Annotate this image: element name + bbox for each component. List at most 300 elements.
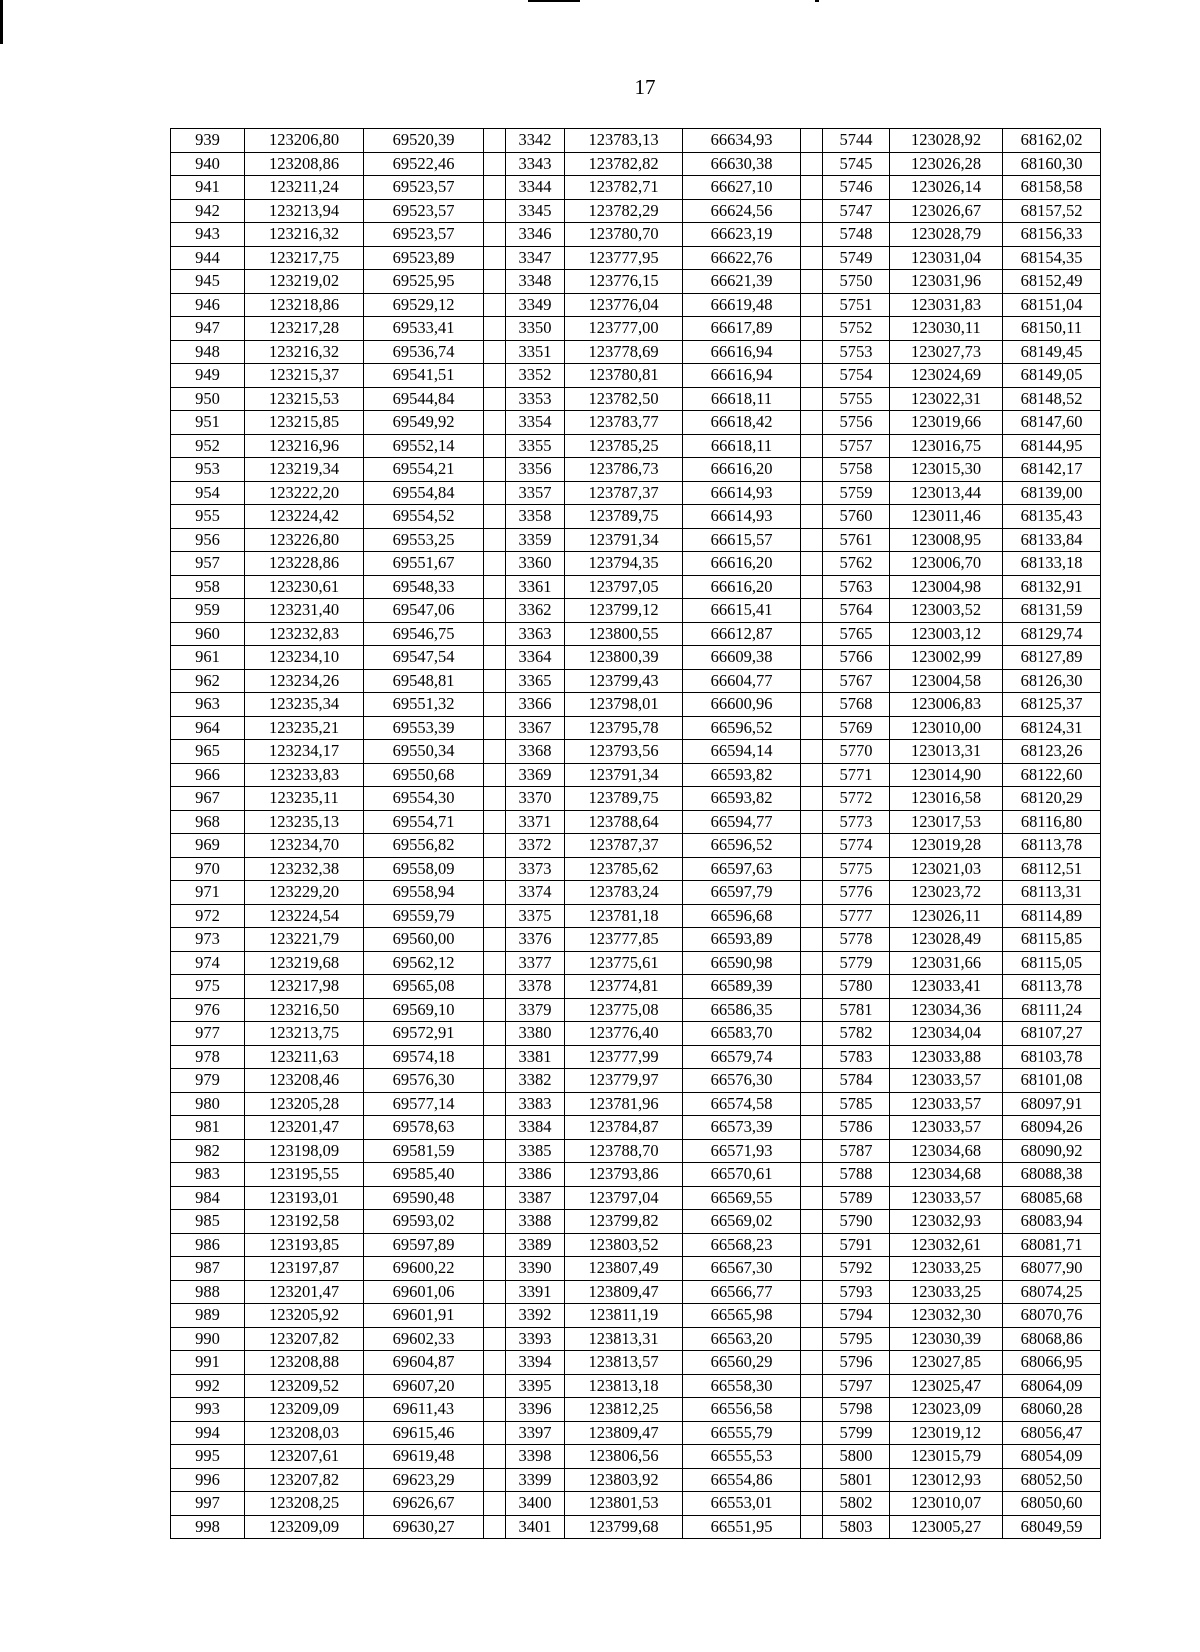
group-3-x-coordinate-cell: 123023,09	[890, 1398, 1003, 1422]
group-1-x-coordinate-cell: 123195,55	[245, 1163, 364, 1187]
group-3-y-coordinate-cell: 68147,60	[1003, 411, 1101, 435]
gap-cell	[801, 270, 823, 294]
gap-cell	[484, 552, 506, 576]
gap-cell	[801, 434, 823, 458]
group-3-y-coordinate-cell: 68122,60	[1003, 763, 1101, 787]
group-2-point-number-cell: 3346	[506, 223, 565, 247]
group-3-x-coordinate-cell: 123030,39	[890, 1327, 1003, 1351]
gap-cell	[801, 505, 823, 529]
group-3-point-number-cell: 5745	[823, 152, 890, 176]
gap-cell	[801, 1163, 823, 1187]
group-1-y-coordinate-cell: 69554,30	[364, 787, 484, 811]
gap-cell	[484, 1351, 506, 1375]
group-2-x-coordinate-cell: 123782,29	[565, 199, 683, 223]
gap-cell	[484, 1163, 506, 1187]
group-1-point-number-cell: 982	[171, 1139, 245, 1163]
coordinates-table-body	[171, 129, 1101, 1539]
group-3-point-number-cell: 5768	[823, 693, 890, 717]
table-row	[171, 1139, 1101, 1163]
group-3-x-coordinate-cell: 123010,00	[890, 716, 1003, 740]
gap-cell	[484, 834, 506, 858]
group-3-x-coordinate-cell: 123026,11	[890, 904, 1003, 928]
group-3-x-coordinate-cell: 123033,25	[890, 1257, 1003, 1281]
group-3-y-coordinate-cell: 68103,78	[1003, 1045, 1101, 1069]
group-3-point-number-cell: 5798	[823, 1398, 890, 1422]
group-3-y-coordinate-cell: 68133,18	[1003, 552, 1101, 576]
group-1-point-number-cell: 966	[171, 763, 245, 787]
group-2-y-coordinate-cell: 66612,87	[683, 622, 801, 646]
group-1-x-coordinate-cell: 123209,52	[245, 1374, 364, 1398]
group-1-x-coordinate-cell: 123234,17	[245, 740, 364, 764]
gap-cell	[484, 599, 506, 623]
group-2-point-number-cell: 3366	[506, 693, 565, 717]
group-1-y-coordinate-cell: 69626,67	[364, 1492, 484, 1516]
group-2-y-coordinate-cell: 66567,30	[683, 1257, 801, 1281]
gap-cell	[484, 1327, 506, 1351]
table-row	[171, 834, 1101, 858]
group-1-x-coordinate-cell: 123216,32	[245, 223, 364, 247]
group-2-x-coordinate-cell: 123777,99	[565, 1045, 683, 1069]
group-1-y-coordinate-cell: 69554,84	[364, 481, 484, 505]
group-1-x-coordinate-cell: 123232,83	[245, 622, 364, 646]
table-row	[171, 176, 1101, 200]
group-3-y-coordinate-cell: 68066,95	[1003, 1351, 1101, 1375]
group-3-point-number-cell: 5793	[823, 1280, 890, 1304]
group-2-x-coordinate-cell: 123787,37	[565, 481, 683, 505]
group-1-point-number-cell: 987	[171, 1257, 245, 1281]
group-1-x-coordinate-cell: 123224,54	[245, 904, 364, 928]
group-1-y-coordinate-cell: 69547,54	[364, 646, 484, 670]
table-row	[171, 646, 1101, 670]
group-2-y-coordinate-cell: 66616,20	[683, 575, 801, 599]
group-2-x-coordinate-cell: 123788,64	[565, 810, 683, 834]
group-3-point-number-cell: 5744	[823, 129, 890, 153]
group-3-y-coordinate-cell: 68116,80	[1003, 810, 1101, 834]
group-1-y-coordinate-cell: 69600,22	[364, 1257, 484, 1281]
group-1-x-coordinate-cell: 123234,70	[245, 834, 364, 858]
table-row	[171, 881, 1101, 905]
group-2-y-coordinate-cell: 66568,23	[683, 1233, 801, 1257]
gap-cell	[801, 1092, 823, 1116]
group-3-y-coordinate-cell: 68074,25	[1003, 1280, 1101, 1304]
group-1-y-coordinate-cell: 69551,67	[364, 552, 484, 576]
group-2-y-coordinate-cell: 66616,20	[683, 458, 801, 482]
group-1-point-number-cell: 973	[171, 928, 245, 952]
group-3-y-coordinate-cell: 68050,60	[1003, 1492, 1101, 1516]
group-2-point-number-cell: 3342	[506, 129, 565, 153]
group-3-y-coordinate-cell: 68126,30	[1003, 669, 1101, 693]
group-3-point-number-cell: 5750	[823, 270, 890, 294]
group-3-x-coordinate-cell: 123031,96	[890, 270, 1003, 294]
group-2-y-coordinate-cell: 66616,20	[683, 552, 801, 576]
gap-cell	[801, 1280, 823, 1304]
group-3-y-coordinate-cell: 68115,85	[1003, 928, 1101, 952]
gap-cell	[484, 1304, 506, 1328]
page-number: 17	[634, 75, 656, 99]
group-1-point-number-cell: 947	[171, 317, 245, 341]
group-1-point-number-cell: 967	[171, 787, 245, 811]
group-1-y-coordinate-cell: 69529,12	[364, 293, 484, 317]
group-1-point-number-cell: 994	[171, 1421, 245, 1445]
group-2-point-number-cell: 3377	[506, 951, 565, 975]
table-row	[171, 129, 1101, 153]
group-3-y-coordinate-cell: 68135,43	[1003, 505, 1101, 529]
group-1-y-coordinate-cell: 69554,71	[364, 810, 484, 834]
gap-cell	[484, 998, 506, 1022]
group-1-y-coordinate-cell: 69601,91	[364, 1304, 484, 1328]
group-1-x-coordinate-cell: 123201,47	[245, 1280, 364, 1304]
group-2-x-coordinate-cell: 123801,53	[565, 1492, 683, 1516]
gap-cell	[801, 1304, 823, 1328]
group-1-y-coordinate-cell: 69607,20	[364, 1374, 484, 1398]
group-1-x-coordinate-cell: 123235,21	[245, 716, 364, 740]
group-2-x-coordinate-cell: 123809,47	[565, 1421, 683, 1445]
group-3-point-number-cell: 5782	[823, 1022, 890, 1046]
group-3-point-number-cell: 5789	[823, 1186, 890, 1210]
group-1-y-coordinate-cell: 69615,46	[364, 1421, 484, 1445]
group-3-point-number-cell: 5780	[823, 975, 890, 999]
group-2-point-number-cell: 3356	[506, 458, 565, 482]
group-2-y-coordinate-cell: 66576,30	[683, 1069, 801, 1093]
gap-cell	[801, 1468, 823, 1492]
group-1-x-coordinate-cell: 123217,75	[245, 246, 364, 270]
gap-cell	[484, 693, 506, 717]
group-1-point-number-cell: 968	[171, 810, 245, 834]
table-row	[171, 928, 1101, 952]
group-2-y-coordinate-cell: 66563,20	[683, 1327, 801, 1351]
group-3-x-coordinate-cell: 123004,58	[890, 669, 1003, 693]
group-2-x-coordinate-cell: 123781,96	[565, 1092, 683, 1116]
gap-cell	[484, 458, 506, 482]
group-3-y-coordinate-cell: 68112,51	[1003, 857, 1101, 881]
gap-cell	[801, 787, 823, 811]
group-2-point-number-cell: 3392	[506, 1304, 565, 1328]
group-3-y-coordinate-cell: 68070,76	[1003, 1304, 1101, 1328]
group-2-point-number-cell: 3359	[506, 528, 565, 552]
group-2-x-coordinate-cell: 123797,04	[565, 1186, 683, 1210]
group-1-x-coordinate-cell: 123211,63	[245, 1045, 364, 1069]
group-1-x-coordinate-cell: 123205,28	[245, 1092, 364, 1116]
gap-cell	[801, 129, 823, 153]
group-1-x-coordinate-cell: 123216,96	[245, 434, 364, 458]
group-2-x-coordinate-cell: 123799,12	[565, 599, 683, 623]
group-1-x-coordinate-cell: 123213,75	[245, 1022, 364, 1046]
group-2-point-number-cell: 3358	[506, 505, 565, 529]
group-1-point-number-cell: 961	[171, 646, 245, 670]
group-3-y-coordinate-cell: 68132,91	[1003, 575, 1101, 599]
group-2-x-coordinate-cell: 123785,62	[565, 857, 683, 881]
group-1-y-coordinate-cell: 69574,18	[364, 1045, 484, 1069]
group-2-point-number-cell: 3400	[506, 1492, 565, 1516]
gap-cell	[801, 575, 823, 599]
group-2-point-number-cell: 3349	[506, 293, 565, 317]
group-2-y-coordinate-cell: 66615,41	[683, 599, 801, 623]
group-1-y-coordinate-cell: 69554,52	[364, 505, 484, 529]
table-row	[171, 1257, 1101, 1281]
group-2-point-number-cell: 3393	[506, 1327, 565, 1351]
group-2-y-coordinate-cell: 66560,29	[683, 1351, 801, 1375]
group-3-x-coordinate-cell: 123034,68	[890, 1139, 1003, 1163]
group-3-y-coordinate-cell: 68152,49	[1003, 270, 1101, 294]
group-2-x-coordinate-cell: 123799,68	[565, 1515, 683, 1539]
group-2-x-coordinate-cell: 123782,71	[565, 176, 683, 200]
gap-cell	[484, 646, 506, 670]
group-1-y-coordinate-cell: 69558,09	[364, 857, 484, 881]
group-2-x-coordinate-cell: 123795,78	[565, 716, 683, 740]
group-3-point-number-cell: 5801	[823, 1468, 890, 1492]
group-3-y-coordinate-cell: 68113,31	[1003, 881, 1101, 905]
group-2-y-coordinate-cell: 66600,96	[683, 693, 801, 717]
group-2-point-number-cell: 3343	[506, 152, 565, 176]
group-2-point-number-cell: 3399	[506, 1468, 565, 1492]
gap-cell	[484, 951, 506, 975]
gap-cell	[801, 1210, 823, 1234]
group-1-x-coordinate-cell: 123217,28	[245, 317, 364, 341]
group-2-point-number-cell: 3383	[506, 1092, 565, 1116]
group-2-x-coordinate-cell: 123809,47	[565, 1280, 683, 1304]
table-row	[171, 599, 1101, 623]
table-row	[171, 904, 1101, 928]
group-1-point-number-cell: 978	[171, 1045, 245, 1069]
group-3-point-number-cell: 5797	[823, 1374, 890, 1398]
group-3-y-coordinate-cell: 68083,94	[1003, 1210, 1101, 1234]
group-1-point-number-cell: 946	[171, 293, 245, 317]
table-row	[171, 1045, 1101, 1069]
group-1-point-number-cell: 997	[171, 1492, 245, 1516]
gap-cell	[484, 411, 506, 435]
group-3-point-number-cell: 5796	[823, 1351, 890, 1375]
table-row	[171, 505, 1101, 529]
group-3-x-coordinate-cell: 123019,28	[890, 834, 1003, 858]
group-1-point-number-cell: 941	[171, 176, 245, 200]
group-3-point-number-cell: 5802	[823, 1492, 890, 1516]
group-2-y-coordinate-cell: 66630,38	[683, 152, 801, 176]
group-1-point-number-cell: 963	[171, 693, 245, 717]
table-row	[171, 1163, 1101, 1187]
group-3-y-coordinate-cell: 68150,11	[1003, 317, 1101, 341]
group-2-point-number-cell: 3369	[506, 763, 565, 787]
group-3-y-coordinate-cell: 68129,74	[1003, 622, 1101, 646]
group-3-point-number-cell: 5799	[823, 1421, 890, 1445]
group-3-x-coordinate-cell: 123015,79	[890, 1445, 1003, 1469]
gap-cell	[801, 528, 823, 552]
group-2-x-coordinate-cell: 123791,34	[565, 528, 683, 552]
group-2-x-coordinate-cell: 123780,81	[565, 364, 683, 388]
gap-cell	[801, 857, 823, 881]
group-3-x-coordinate-cell: 123008,95	[890, 528, 1003, 552]
group-2-y-coordinate-cell: 66556,58	[683, 1398, 801, 1422]
group-2-point-number-cell: 3345	[506, 199, 565, 223]
group-3-y-coordinate-cell: 68139,00	[1003, 481, 1101, 505]
group-3-x-coordinate-cell: 123033,57	[890, 1186, 1003, 1210]
gap-cell	[484, 1515, 506, 1539]
group-1-y-coordinate-cell: 69604,87	[364, 1351, 484, 1375]
table-row	[171, 1445, 1101, 1469]
group-1-x-coordinate-cell: 123207,82	[245, 1327, 364, 1351]
group-3-point-number-cell: 5773	[823, 810, 890, 834]
group-3-x-coordinate-cell: 123025,47	[890, 1374, 1003, 1398]
group-1-y-coordinate-cell: 69522,46	[364, 152, 484, 176]
group-3-x-coordinate-cell: 123002,99	[890, 646, 1003, 670]
group-2-y-coordinate-cell: 66551,95	[683, 1515, 801, 1539]
group-2-point-number-cell: 3351	[506, 340, 565, 364]
gap-cell	[801, 951, 823, 975]
group-3-x-coordinate-cell: 123012,93	[890, 1468, 1003, 1492]
group-2-y-coordinate-cell: 66593,82	[683, 763, 801, 787]
group-2-point-number-cell: 3364	[506, 646, 565, 670]
group-2-point-number-cell: 3373	[506, 857, 565, 881]
group-1-y-coordinate-cell: 69523,57	[364, 223, 484, 247]
gap-cell	[484, 129, 506, 153]
gap-cell	[801, 1515, 823, 1539]
group-3-point-number-cell: 5771	[823, 763, 890, 787]
group-1-y-coordinate-cell: 69520,39	[364, 129, 484, 153]
top-rule	[528, 0, 580, 2]
group-3-y-coordinate-cell: 68156,33	[1003, 223, 1101, 247]
gap-cell	[484, 1468, 506, 1492]
group-3-x-coordinate-cell: 123030,11	[890, 317, 1003, 341]
group-1-y-coordinate-cell: 69585,40	[364, 1163, 484, 1187]
group-3-x-coordinate-cell: 123017,53	[890, 810, 1003, 834]
group-1-x-coordinate-cell: 123230,61	[245, 575, 364, 599]
table-row	[171, 763, 1101, 787]
gap-cell	[484, 740, 506, 764]
group-2-point-number-cell: 3347	[506, 246, 565, 270]
group-2-y-coordinate-cell: 66573,39	[683, 1116, 801, 1140]
group-3-point-number-cell: 5759	[823, 481, 890, 505]
group-2-point-number-cell: 3398	[506, 1445, 565, 1469]
group-3-point-number-cell: 5764	[823, 599, 890, 623]
group-3-x-coordinate-cell: 123034,68	[890, 1163, 1003, 1187]
group-1-point-number-cell: 959	[171, 599, 245, 623]
group-1-y-coordinate-cell: 69559,79	[364, 904, 484, 928]
group-2-y-coordinate-cell: 66616,94	[683, 364, 801, 388]
group-3-y-coordinate-cell: 68123,26	[1003, 740, 1101, 764]
group-2-x-coordinate-cell: 123775,08	[565, 998, 683, 1022]
table-row	[171, 434, 1101, 458]
group-2-point-number-cell: 3397	[506, 1421, 565, 1445]
table-row	[171, 364, 1101, 388]
table-row	[171, 223, 1101, 247]
group-1-point-number-cell: 939	[171, 129, 245, 153]
table-row	[171, 1092, 1101, 1116]
group-2-y-coordinate-cell: 66583,70	[683, 1022, 801, 1046]
gap-cell	[801, 199, 823, 223]
group-2-point-number-cell: 3382	[506, 1069, 565, 1093]
group-2-y-coordinate-cell: 66634,93	[683, 129, 801, 153]
group-2-point-number-cell: 3344	[506, 176, 565, 200]
group-2-y-coordinate-cell: 66569,02	[683, 1210, 801, 1234]
gap-cell	[484, 1445, 506, 1469]
group-2-x-coordinate-cell: 123779,97	[565, 1069, 683, 1093]
gap-cell	[801, 763, 823, 787]
group-1-x-coordinate-cell: 123213,94	[245, 199, 364, 223]
gap-cell	[801, 693, 823, 717]
group-3-x-coordinate-cell: 123016,58	[890, 787, 1003, 811]
group-1-y-coordinate-cell: 69590,48	[364, 1186, 484, 1210]
table-row	[171, 1022, 1101, 1046]
group-3-y-coordinate-cell: 68124,31	[1003, 716, 1101, 740]
group-1-y-coordinate-cell: 69553,25	[364, 528, 484, 552]
group-3-x-coordinate-cell: 123003,12	[890, 622, 1003, 646]
table-row	[171, 270, 1101, 294]
gap-cell	[484, 1374, 506, 1398]
table-row	[171, 951, 1101, 975]
group-1-point-number-cell: 983	[171, 1163, 245, 1187]
group-1-y-coordinate-cell: 69593,02	[364, 1210, 484, 1234]
table-row	[171, 387, 1101, 411]
group-2-x-coordinate-cell: 123784,87	[565, 1116, 683, 1140]
group-1-y-coordinate-cell: 69548,33	[364, 575, 484, 599]
group-1-point-number-cell: 996	[171, 1468, 245, 1492]
group-1-x-coordinate-cell: 123201,47	[245, 1116, 364, 1140]
group-3-y-coordinate-cell: 68068,86	[1003, 1327, 1101, 1351]
gap-cell	[801, 1257, 823, 1281]
group-1-x-coordinate-cell: 123198,09	[245, 1139, 364, 1163]
group-3-y-coordinate-cell: 68056,47	[1003, 1421, 1101, 1445]
group-2-x-coordinate-cell: 123781,18	[565, 904, 683, 928]
group-3-point-number-cell: 5784	[823, 1069, 890, 1093]
group-1-y-coordinate-cell: 69597,89	[364, 1233, 484, 1257]
group-2-y-coordinate-cell: 66604,77	[683, 669, 801, 693]
table-row	[171, 669, 1101, 693]
group-2-x-coordinate-cell: 123803,52	[565, 1233, 683, 1257]
group-3-x-coordinate-cell: 123005,27	[890, 1515, 1003, 1539]
gap-cell	[484, 364, 506, 388]
group-1-y-coordinate-cell: 69544,84	[364, 387, 484, 411]
group-2-x-coordinate-cell: 123803,92	[565, 1468, 683, 1492]
gap-cell	[484, 1233, 506, 1257]
gap-cell	[801, 1045, 823, 1069]
group-1-y-coordinate-cell: 69549,92	[364, 411, 484, 435]
group-3-x-coordinate-cell: 123010,07	[890, 1492, 1003, 1516]
group-3-point-number-cell: 5777	[823, 904, 890, 928]
group-1-point-number-cell: 988	[171, 1280, 245, 1304]
gap-cell	[484, 434, 506, 458]
group-2-x-coordinate-cell: 123783,77	[565, 411, 683, 435]
gap-cell	[801, 669, 823, 693]
gap-cell	[484, 270, 506, 294]
gap-cell	[801, 881, 823, 905]
group-2-y-coordinate-cell: 66574,58	[683, 1092, 801, 1116]
gap-cell	[484, 528, 506, 552]
group-3-x-coordinate-cell: 123031,04	[890, 246, 1003, 270]
group-1-point-number-cell: 942	[171, 199, 245, 223]
group-1-point-number-cell: 986	[171, 1233, 245, 1257]
group-2-x-coordinate-cell: 123775,61	[565, 951, 683, 975]
group-2-y-coordinate-cell: 66614,93	[683, 505, 801, 529]
group-3-point-number-cell: 5779	[823, 951, 890, 975]
group-1-y-coordinate-cell: 69550,68	[364, 763, 484, 787]
group-1-x-coordinate-cell: 123224,42	[245, 505, 364, 529]
gap-cell	[484, 152, 506, 176]
group-3-y-coordinate-cell: 68113,78	[1003, 834, 1101, 858]
group-2-y-coordinate-cell: 66555,53	[683, 1445, 801, 1469]
group-3-point-number-cell: 5770	[823, 740, 890, 764]
group-2-point-number-cell: 3374	[506, 881, 565, 905]
group-3-point-number-cell: 5775	[823, 857, 890, 881]
gap-cell	[484, 317, 506, 341]
group-1-y-coordinate-cell: 69551,32	[364, 693, 484, 717]
gap-cell	[801, 364, 823, 388]
group-3-point-number-cell: 5749	[823, 246, 890, 270]
gap-cell	[484, 1280, 506, 1304]
gap-cell	[484, 481, 506, 505]
gap-cell	[484, 223, 506, 247]
table-row	[171, 152, 1101, 176]
group-1-x-coordinate-cell: 123208,03	[245, 1421, 364, 1445]
gap-cell	[801, 810, 823, 834]
